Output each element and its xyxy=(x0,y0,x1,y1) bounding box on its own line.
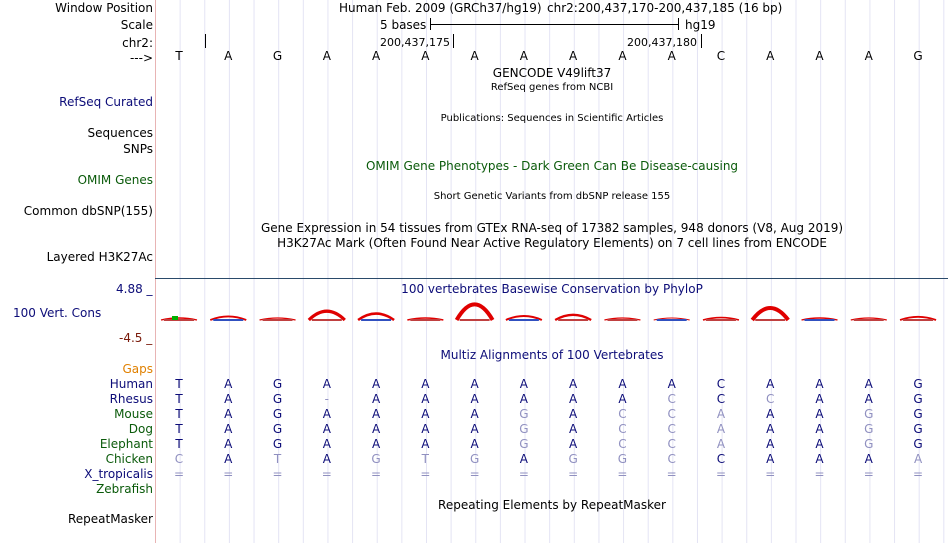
aligned-base: G xyxy=(519,437,529,451)
aligned-base: A xyxy=(519,377,528,391)
aligned-base: C xyxy=(716,452,726,466)
phylop-baseline-mark xyxy=(706,319,736,321)
aligned-base: A xyxy=(224,377,233,391)
phylop-baseline-mark xyxy=(460,319,490,321)
phylop-baseline-mark xyxy=(509,319,539,321)
aligned-base: = xyxy=(469,467,480,481)
phylop-baseline-mark xyxy=(263,319,293,321)
species-label[interactable]: Chicken xyxy=(105,452,153,466)
omim-genes-label[interactable]: OMIM Genes xyxy=(77,173,153,187)
scale-bar xyxy=(430,24,679,25)
snps-label[interactable]: SNPs xyxy=(123,142,153,156)
aligned-base: T xyxy=(421,452,430,466)
species-label[interactable]: Elephant xyxy=(99,437,153,451)
sequence-base: A xyxy=(470,49,479,63)
aligned-base: A xyxy=(224,437,233,451)
aligned-base: A xyxy=(371,377,381,391)
aligned-base: = xyxy=(223,467,234,481)
sequence-base: A xyxy=(618,49,627,63)
species-label[interactable]: Zebrafish xyxy=(96,482,153,496)
aligned-base: G xyxy=(913,407,923,421)
phylop-baseline-mark xyxy=(213,319,243,321)
aligned-base: A xyxy=(716,437,726,451)
aligned-base: C xyxy=(667,452,676,466)
aligned-base: G xyxy=(864,422,874,436)
scale-bar-right-tick xyxy=(678,18,679,30)
layered-h3k27ac-label[interactable]: Layered H3K27Ac xyxy=(46,250,153,264)
phylop-baseline-mark xyxy=(657,319,687,321)
sequence-base: G xyxy=(272,49,283,63)
aligned-base: A xyxy=(322,377,331,391)
phylop-bar xyxy=(752,308,788,320)
aligned-base: C xyxy=(667,437,676,451)
refseq-track-subtitle: RefSeq genes from NCBI xyxy=(490,82,614,93)
phylop-green-mark xyxy=(172,316,178,320)
aligned-base: = xyxy=(272,467,283,481)
aligned-base: A xyxy=(913,452,923,466)
aligned-base: = xyxy=(568,467,579,481)
scale-bar-left-tick xyxy=(430,18,431,30)
dbsnp-track-title: Short Genetic Variants from dbSNP release 155 xyxy=(433,191,671,202)
aligned-base: = xyxy=(913,467,924,481)
aligned-base: A xyxy=(371,407,381,421)
multiz-track-title: Multiz Alignments of 100 Vertebrates xyxy=(440,348,664,362)
aligned-base: A xyxy=(618,392,627,406)
coord-tick-2 xyxy=(453,34,454,48)
aligned-base: C xyxy=(766,392,775,406)
aligned-base: A xyxy=(815,407,824,421)
aligned-base: G xyxy=(913,392,923,406)
species-label[interactable]: Mouse xyxy=(114,407,153,421)
sequence-base: A xyxy=(224,49,233,63)
omim-track-title: OMIM Gene Phenotypes - Dark Green Can Be Disease-causing xyxy=(365,159,739,173)
aligned-base: A xyxy=(470,422,479,436)
aligned-base: A xyxy=(224,452,233,466)
aligned-base: = xyxy=(814,467,825,481)
aligned-base: A xyxy=(470,392,479,406)
aligned-base: T xyxy=(175,422,183,436)
aligned-base: = xyxy=(420,467,431,481)
phylop-baseline-mark xyxy=(903,319,933,321)
aligned-base: G xyxy=(371,452,381,466)
aligned-base: A xyxy=(470,407,479,421)
aligned-base: G xyxy=(864,407,874,421)
sequence-base: A xyxy=(421,49,430,63)
window-position-text: chr2:200,437,170-200,437,185 (16 bp) xyxy=(547,1,783,15)
aligned-base: A xyxy=(815,422,824,436)
common-dbsnp-label[interactable]: Common dbSNP(155) xyxy=(23,204,153,218)
aligned-base: = xyxy=(863,467,874,481)
aligned-base: G xyxy=(568,452,578,466)
aligned-base: A xyxy=(371,437,381,451)
scale-db: hg19 xyxy=(685,18,716,32)
phylop-baseline-mark xyxy=(164,319,194,321)
phylop-track-title: 100 vertebrates Basewise Conservation by PhyloP xyxy=(401,282,703,296)
phylop-min-label: -4.5 _ xyxy=(119,331,153,345)
aligned-base: A xyxy=(569,407,578,421)
aligned-base: A xyxy=(470,377,479,391)
aligned-base: A xyxy=(470,437,479,451)
aligned-base: = xyxy=(617,467,628,481)
aligned-base: C xyxy=(716,392,726,406)
sequence-base: A xyxy=(864,49,873,63)
aligned-base: A xyxy=(224,392,233,406)
h3k27ac-track-title: H3K27Ac Mark (Often Found Near Active Regulatory Elements) on 7 cell lines from ENCODE xyxy=(277,236,827,250)
sequence-base: A xyxy=(766,49,775,63)
aligned-base: C xyxy=(618,422,627,436)
aligned-base: C xyxy=(667,407,676,421)
aligned-base: A xyxy=(421,437,430,451)
refseq-curated-label[interactable]: RefSeq Curated xyxy=(59,95,153,109)
coord-label-2: 200,437,180 xyxy=(627,36,697,49)
aligned-base: = xyxy=(321,467,332,481)
scale-text: 5 bases xyxy=(380,18,427,32)
aligned-base: A xyxy=(224,422,233,436)
phylop-baseline-mark xyxy=(410,319,440,321)
aligned-base: A xyxy=(519,392,528,406)
aligned-base: T xyxy=(175,377,183,391)
aligned-base: A xyxy=(815,392,824,406)
aligned-base: A xyxy=(667,377,676,391)
gencode-track-title[interactable]: GENCODE V49lift37 xyxy=(492,66,612,80)
aligned-base: C xyxy=(618,437,627,451)
aligned-base: A xyxy=(569,377,578,391)
species-label[interactable]: X_tropicalis xyxy=(84,467,153,481)
aligned-base: A xyxy=(815,452,824,466)
aligned-base: A xyxy=(766,377,775,391)
aligned-base: A xyxy=(864,392,873,406)
aligned-base: G xyxy=(272,377,283,391)
gaps-label[interactable]: Gaps xyxy=(122,362,153,376)
aligned-base: = xyxy=(666,467,677,481)
sequences-label[interactable]: Sequences xyxy=(87,126,153,140)
aligned-base: G xyxy=(272,422,283,436)
sequence-base: T xyxy=(175,49,183,63)
aligned-base: A xyxy=(766,437,775,451)
aligned-base: - xyxy=(324,392,329,406)
aligned-base: A xyxy=(864,452,873,466)
aligned-base: C xyxy=(667,422,676,436)
strand-arrow-label[interactable]: ---> xyxy=(129,51,153,65)
aligned-base: A xyxy=(322,422,331,436)
aligned-base: C xyxy=(174,452,184,466)
repeatmasker-label[interactable]: RepeatMasker xyxy=(67,512,153,526)
aligned-base: G xyxy=(913,377,923,391)
aligned-base: T xyxy=(175,407,183,421)
aligned-base: A xyxy=(815,377,824,391)
aligned-base: A xyxy=(371,392,381,406)
aligned-base: A xyxy=(421,377,430,391)
sequence-base: G xyxy=(913,49,923,63)
coord-tick-1 xyxy=(205,34,206,48)
gtex-track-title: Gene Expression in 54 tissues from GTEx RNA-seq of 17382 samples, 948 donors (V8, Aug 2019) xyxy=(260,221,844,235)
aligned-base: G xyxy=(272,437,283,451)
phylop-baseline-mark xyxy=(558,319,588,321)
aligned-base: A xyxy=(322,437,331,451)
phylop-baseline-mark xyxy=(312,319,342,321)
sequence-base: A xyxy=(569,49,578,63)
phylop-baseline-mark xyxy=(361,319,391,321)
chr-label: chr2: xyxy=(122,36,153,50)
phylop-baseline-mark xyxy=(755,319,785,321)
sequence-base: A xyxy=(322,49,331,63)
phylop-bar xyxy=(309,311,345,320)
sequence-base: A xyxy=(815,49,824,63)
sequence-base: C xyxy=(716,49,726,63)
aligned-base: G xyxy=(519,407,529,421)
aligned-base: A xyxy=(519,452,528,466)
aligned-base: A xyxy=(421,407,430,421)
aligned-base: = xyxy=(715,467,726,481)
aligned-base: A xyxy=(716,407,726,421)
aligned-base: G xyxy=(519,422,529,436)
phylop-baseline-mark xyxy=(607,319,637,321)
aligned-base: A xyxy=(815,437,824,451)
sequence-base: A xyxy=(371,49,381,63)
100-vert-cons-label[interactable]: 100 Vert. Cons xyxy=(13,306,102,320)
sequence-base: A xyxy=(519,49,528,63)
aligned-base: T xyxy=(175,392,183,406)
aligned-base: = xyxy=(518,467,529,481)
aligned-base: A xyxy=(569,422,578,436)
aligned-base: A xyxy=(569,437,578,451)
phylop-baseline-mark xyxy=(854,319,884,321)
repeatmasker-track-title: Repeating Elements by RepeatMasker xyxy=(438,498,666,512)
aligned-base: G xyxy=(913,437,923,451)
aligned-base: = xyxy=(371,467,382,481)
aligned-base: G xyxy=(272,392,283,406)
aligned-base: A xyxy=(322,452,331,466)
aligned-base: A xyxy=(322,407,331,421)
aligned-base: C xyxy=(667,392,676,406)
phylop-max-label: 4.88 _ xyxy=(116,282,153,296)
aligned-base: G xyxy=(272,407,283,421)
aligned-base: A xyxy=(766,422,775,436)
aligned-base: A xyxy=(864,377,873,391)
sequence-base: A xyxy=(667,49,676,63)
species-label[interactable]: Dog xyxy=(128,422,153,436)
species-label[interactable]: Human xyxy=(109,377,153,391)
coord-tick-3 xyxy=(701,34,702,48)
aligned-base: A xyxy=(421,392,430,406)
aligned-base: A xyxy=(716,422,726,436)
aligned-base: A xyxy=(569,392,578,406)
window-position-label: Window Position xyxy=(55,1,153,15)
aligned-base: = xyxy=(765,467,776,481)
aligned-base: G xyxy=(864,437,874,451)
aligned-base: C xyxy=(716,377,726,391)
aligned-base: A xyxy=(618,377,627,391)
aligned-base: G xyxy=(469,452,480,466)
scale-label: Scale xyxy=(120,18,153,32)
aligned-base: G xyxy=(913,422,923,436)
aligned-base: A xyxy=(421,422,430,436)
aligned-base: A xyxy=(766,452,775,466)
aligned-base: T xyxy=(273,452,282,466)
aligned-base: G xyxy=(617,452,628,466)
aligned-base: C xyxy=(618,407,627,421)
aligned-base: A xyxy=(371,422,381,436)
assembly-name: Human Feb. 2009 (GRCh37/hg19) xyxy=(339,1,542,15)
publications-track-title: Publications: Sequences in Scientific Articles xyxy=(440,113,664,124)
aligned-base: A xyxy=(224,407,233,421)
aligned-base: = xyxy=(173,467,185,481)
phylop-bar xyxy=(457,304,493,320)
phylop-baseline-mark xyxy=(805,319,835,321)
species-label[interactable]: Rhesus xyxy=(109,392,153,406)
aligned-base: A xyxy=(766,407,775,421)
coord-label-1: 200,437,175 xyxy=(380,36,450,49)
aligned-base: T xyxy=(175,437,183,451)
